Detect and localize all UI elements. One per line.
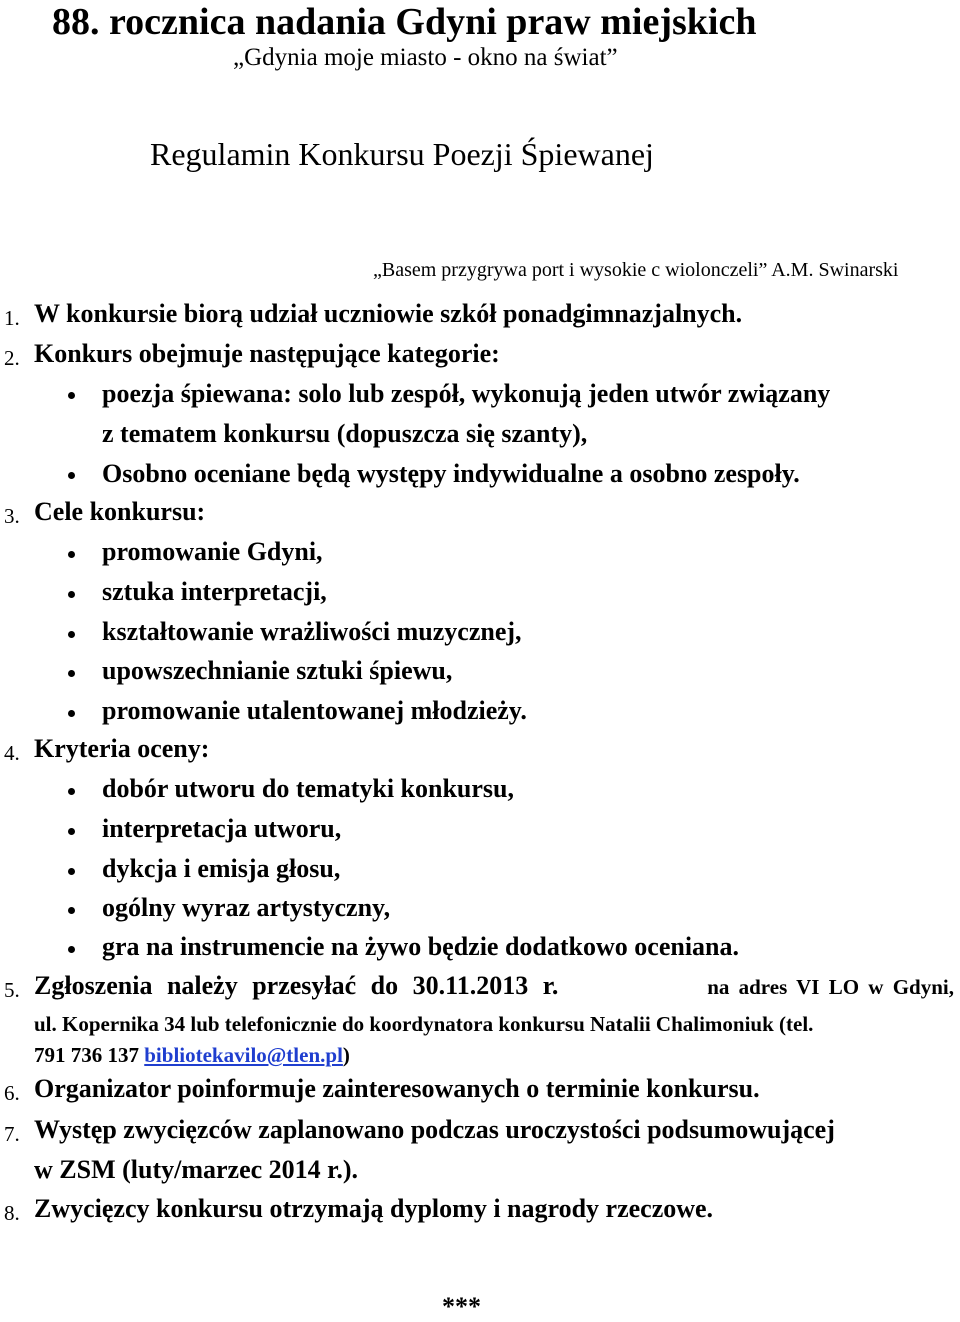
point-3-text: Cele konkursu: <box>34 497 206 526</box>
point-number-8: 8. <box>4 1201 20 1225</box>
point-3-bullet: promowanie utalentowanej młodzieży. <box>102 696 527 725</box>
point-number-7: 7. <box>4 1122 20 1146</box>
point-4-bullet: dykcja i emisja głosu, <box>102 854 341 883</box>
point-7-cont: w ZSM (luty/marzec 2014 r.). <box>34 1155 358 1184</box>
point-2-bullet-2: Osobno oceniane będą występy indywidualne a osobno zespoły. <box>102 459 800 488</box>
email-link[interactable]: bibliotekavilo@tlen.pl <box>144 1043 343 1067</box>
bullet-icon <box>68 907 75 914</box>
point-4-bullet: interpretacja utworu, <box>102 814 342 843</box>
point-3-bullet: upowszechnianie sztuki śpiewu, <box>102 656 453 685</box>
motto-quote: „Basem przygrywa port i wysokie c wiolonczeli” A.M. Swinarski <box>373 259 899 281</box>
bullet-icon <box>68 828 75 835</box>
point-5-deadline: Zgłoszenia należy przesyłać do 30.11.2013 r. <box>34 971 559 1000</box>
point-number-3: 3. <box>4 504 20 528</box>
point-number-5: 5. <box>4 978 20 1002</box>
point-2-bullet-1-cont: z tematem konkursu (dopuszcza się szanty), <box>102 419 588 448</box>
subtitle: „Gdynia moje miasto - okno na świat” <box>233 44 618 71</box>
bullet-icon <box>68 392 75 399</box>
point-number-4: 4. <box>4 741 20 765</box>
point-number-2: 2. <box>4 346 20 370</box>
point-4-bullet: ogólny wyraz artystyczny, <box>102 893 391 922</box>
point-5-contact-line: ul. Kopernika 34 lub telefonicznie do koordynatora konkursu Natalii Chalimoniuk (tel. <box>34 1012 814 1036</box>
point-7-text: Występ zwycięzców zaplanowano podczas uroczystości podsumowującej <box>34 1115 835 1144</box>
closing-paren: ) <box>342 1043 350 1067</box>
bullet-icon <box>68 591 75 598</box>
bullet-icon <box>68 710 75 717</box>
point-5-first-line <box>34 970 954 1003</box>
point-4-text: Kryteria oceny: <box>34 734 210 763</box>
point-3-bullet: kształtowanie wrażliwości muzycznej, <box>102 617 522 646</box>
point-2-text: Konkurs obejmuje następujące kategorie: <box>34 339 500 368</box>
point-5-contact-line-2 <box>34 1041 350 1069</box>
bullet-icon <box>68 631 75 638</box>
point-8-text: Zwycięzcy konkursu otrzymają dyplomy i nagrody rzeczowe. <box>34 1194 714 1223</box>
point-3-bullet: promowanie Gdyni, <box>102 537 323 566</box>
point-3-bullet: sztuka interpretacji, <box>102 577 327 606</box>
point-1-text: W konkursie biorą udział uczniowie szkół ponadgimnazjalnych. <box>34 299 743 328</box>
bullet-icon <box>68 946 75 953</box>
point-4-bullet: gra na instrumencie na żywo będzie dodatkowo oceniana. <box>102 932 739 961</box>
point-5-address: na adres VI LO w Gdyni, <box>707 975 954 999</box>
page-title: 88. rocznica nadania Gdyni praw miejskich <box>52 1 757 43</box>
bullet-icon <box>68 670 75 677</box>
separator-stars: *** <box>442 1292 481 1321</box>
bullet-icon <box>68 788 75 795</box>
bullet-icon <box>68 551 75 558</box>
bullet-icon <box>68 472 75 479</box>
point-number-6: 6. <box>4 1081 20 1105</box>
point-4-bullet: dobór utworu do tematyki konkursu, <box>102 774 515 803</box>
phone-number: 791 736 137 <box>34 1043 139 1067</box>
point-2-bullet-1: poezja śpiewana: solo lub zespół, wykonują jeden utwór związany <box>102 379 831 408</box>
bullet-icon <box>68 868 75 875</box>
point-number-1: 1. <box>4 306 20 330</box>
point-6-text: Organizator poinformuje zainteresowanych o terminie konkursu. <box>34 1074 760 1103</box>
regulation-title: Regulamin Konkursu Poezji Śpiewanej <box>150 136 654 172</box>
